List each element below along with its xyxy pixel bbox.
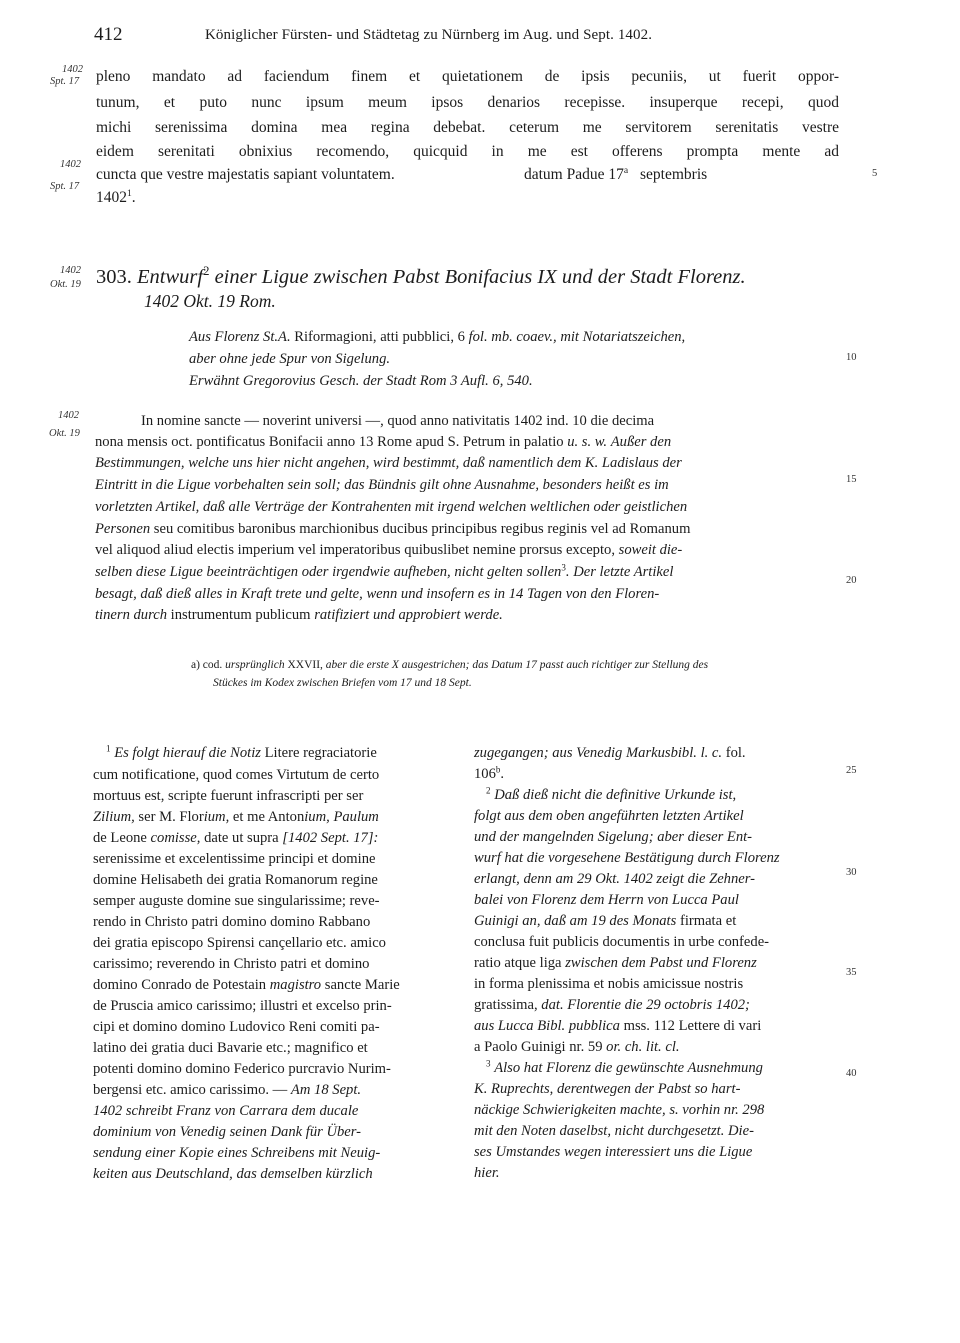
body-line-3: Bestimmungen, welche uns hier nicht angehen, wird bestimmt, daß namentlich dem K. Ladislaus der	[95, 455, 682, 471]
body-line-2: nona mensis oct. pontificatus Bonifacii anno 13 Rome apud S. Petrum in palatio u. s. w. Außer den	[95, 434, 672, 450]
body-line-10: tinern durch instrumentum publicum ratifiziert und approbiert werde.	[95, 607, 503, 623]
fn-right-line-2: 106$^b$.	[474, 764, 505, 782]
fn-left-line-8: semper auguste domine sue singularissime; reve-	[93, 893, 380, 909]
fn-left-line-17: bergensi etc. amico carissimo. — Am 18 Sept.	[93, 1082, 362, 1098]
fn-left-line-9: rendo in Christo patri domino domino Rabbano	[93, 914, 371, 930]
fn-left-line-12: domino Conrado de Potestain magistro sancte Marie	[93, 977, 400, 993]
line-number-20: 20	[846, 575, 857, 586]
fn-left-line-2: cum notificatione, quod comes Virtutum de certo	[93, 767, 380, 783]
line-number-5: 5	[872, 168, 878, 179]
body-line-7: vel aliquod aliud electis imperium vel imperatoribus quibuslibet nemine prorsus excepto, soweit die-	[95, 542, 683, 558]
entry-date: 1402 Okt. 19 Rom.	[144, 291, 276, 311]
letter-line-5: cuncta que vestre majestatis sapiant voluntatem.	[96, 166, 395, 183]
margin-date-sept-17: 1402 Spt. 17	[50, 64, 83, 87]
fn-right-line-3: $^2$ Daß dieß nicht die definitive Urkunde ist,	[486, 785, 737, 803]
fn-right-line-20: ses Umstandes wegen interessiert uns die Ligue	[474, 1144, 753, 1160]
margin-date-okt-19-second: 1402 Okt. 19	[49, 410, 80, 439]
source-line-2: aber ohne jede Spur von Sigelung.	[189, 351, 391, 367]
margin-date-okt-19: 1402 Okt. 19	[50, 265, 81, 290]
fn-left-line-13: de Pruscia amico carissimo; illustri et excelso prin-	[93, 998, 392, 1014]
fn-right-line-12: in forma plenissima et nobis amicissue nostris	[474, 976, 744, 992]
fn-left-line-15: latino dei gratia duci Bavarie etc.; magnifico et	[93, 1040, 368, 1056]
entry-title: 303. Entwurf$^2$ einer Ligue zwischen Pabst Bonifacius IX und der Stadt Florenz.	[96, 264, 746, 288]
fn-right-line-19: mit den Noten daselbst, nicht durchgesetzt. Die-	[474, 1123, 754, 1139]
fn-right-line-1: zugegangen; aus Venedig Markusbibl. l. c. fol.	[474, 745, 746, 761]
fn-left-line-6: serenissime et excelentissime principi et domine	[93, 851, 376, 867]
fn-left-line-7: domine Helisabeth dei gratia Romanorum regine	[93, 872, 378, 888]
fn-right-line-15: a Paolo Guinigi nr. 59 or. ch. lit. cl.	[474, 1039, 680, 1055]
fn-right-line-17: K. Ruprechts, derentwegen der Pabst so hart-	[474, 1081, 741, 1097]
fn-right-line-21: hier.	[474, 1165, 500, 1181]
body-line-1: In nomine sancte — noverint universi —, quod anno nativitatis 1402 ind. 10 die decima	[141, 413, 655, 429]
body-line-8: selben diese Ligue beeinträchtigen oder irgendwie aufheben, nicht gelten sollen$^3$. Der letzte Artikel	[95, 562, 674, 580]
body-line-6: Personen seu comitibus baronibus marchionibus ducibus principibus regibus reginis vel ad Romanum	[95, 521, 691, 537]
apparatus-line-1: a) cod. ursprünglich XXVII, aber die erste X ausgestrichen; das Datum 17 passt auch richtiger zur Stellung des	[191, 659, 709, 671]
fn-right-line-10: conclusa fuit publicis documentis in urbe confede-	[474, 934, 770, 950]
page-number: 412	[94, 24, 123, 45]
fn-right-line-4: folgt aus dem oben angeführten letzten Artikel	[474, 808, 744, 824]
letter-date: datum Padue 17$^a$ septembris	[524, 165, 708, 183]
fn-right-line-7: erlangt, denn am 29 Okt. 1402 zeigt die Zehner-	[474, 871, 756, 887]
fn-right-line-16: $^3$ Also hat Florenz die gewünschte Ausnehmung	[486, 1058, 763, 1076]
letter-line-2: tunum, et puto nunc ipsum meum ipsos denarios recepisse. insuperque recepi, quod	[96, 94, 839, 111]
body-line-9: besagt, daß dieß alles in Kraft trete und gelte, wenn und insofern es in 14 Tagen von den Floren-	[95, 586, 660, 602]
fn-left-line-3: mortuus est, scripte fuerunt infrascripti per ser	[93, 788, 364, 804]
running-title: Königlicher Fürsten- und Städtetag zu Nürnberg im Aug. und Sept. 1402.	[205, 27, 653, 43]
entry-number: 303.	[96, 266, 132, 288]
body-line-5: vorletzten Artikel, daß alle Verträge der Kontrahenten mit irgend welchen weltlichen oder geistlichen	[95, 499, 688, 515]
fn-right-line-14: aus Lucca Bibl. pubblica mss. 112 Lettere di vari	[474, 1018, 762, 1034]
source-line-1: Aus Florenz St.A. Riformagioni, atti pubblici, 6 fol. mb. coaev., mit Notariatszeichen,	[189, 329, 686, 345]
source-line-3: Erwähnt Gregorovius Gesch. der Stadt Rom 3 Aufl. 6, 540.	[189, 373, 533, 389]
margin-date-sept-17-second: 1402 Spt. 17	[50, 159, 81, 192]
letter-line-3: michi serenissima domina mea regina debebat. ceterum me servitorem serenitatis vestre	[96, 119, 839, 136]
fn-left-line-14: cipi et domino domino Ludovico Reni comiti pa-	[93, 1019, 380, 1035]
fn-left-line-10: dei gratia episcopo Spirensi cançellario etc. amico	[93, 935, 386, 951]
fn-left-line-11: carissimo; reverendo in Christo patri et domino	[93, 956, 370, 972]
body-line-4: Eintritt in die Ligue vorbehalten sein soll; das Bündnis gilt ohne Ausnahme, besonders heißt es im	[95, 477, 669, 493]
fn-left-line-5: de Leone comisse, date ut supra [1402 Sept. 17]:	[93, 830, 379, 846]
line-number-10: 10	[846, 352, 857, 363]
line-number-35: 35	[846, 967, 857, 978]
fn-right-line-9: Guinigi an, daß am 19 des Monats firmata et	[474, 913, 737, 929]
fn-left-line-19: dominium von Venedig seinen Dank für Über-	[93, 1124, 362, 1140]
fn-right-line-8: balei von Florenz dem Herrn von Lucca Paul	[474, 892, 739, 908]
letter-line-1: pleno mandato ad faciendum finem et quietationem de ipsis pecuniis, ut fuerit oppor-	[96, 68, 839, 85]
letter-line-6: 1402$^1$.	[96, 188, 136, 206]
line-number-30: 30	[846, 867, 857, 878]
fn-left-line-20: sendung einer Kopie eines Schreibens mit Neuig-	[93, 1145, 381, 1161]
apparatus-line-2: Stückes im Kodex zwischen Briefen vom 17 und 18 Sept.	[213, 677, 472, 689]
fn-left-line-16: potenti domino domino Federico purcravio Nurim-	[93, 1061, 391, 1077]
line-number-40: 40	[846, 1068, 857, 1079]
fn-left-line-21: keiten aus Deutschland, das demselben kürzlich	[93, 1166, 373, 1182]
line-number-15: 15	[846, 474, 857, 485]
fn-right-line-18: näckige Schwierigkeiten machte, s. vorhin nr. 298	[474, 1102, 765, 1118]
fn-right-line-13: gratissima, dat. Florentie die 29 octobris 1402;	[474, 997, 750, 1013]
fn-right-line-11: ratio atque liga zwischen dem Pabst und Florenz	[474, 955, 757, 971]
letter-line-4: eidem serenitati obnixius recomendo, quicquid in me est offerens prompta mente ad	[96, 143, 839, 160]
fn-right-line-6: wurf hat die vorgesehene Bestätigung durch Florenz	[474, 850, 780, 866]
fn-left-line-4: Zilium, ser M. Florium, et me Antonium, Paulum	[93, 809, 379, 825]
line-number-25: 25	[846, 765, 857, 776]
fn-left-line-1: $^1$ Es folgt hierauf die Notiz Litere regraciatorie	[106, 743, 377, 761]
fn-right-line-5: und der mangelnden Sigelung; aber dieser Ent-	[474, 829, 753, 845]
fn-left-line-18: 1402 schreibt Franz von Carrara dem ducale	[93, 1103, 359, 1119]
